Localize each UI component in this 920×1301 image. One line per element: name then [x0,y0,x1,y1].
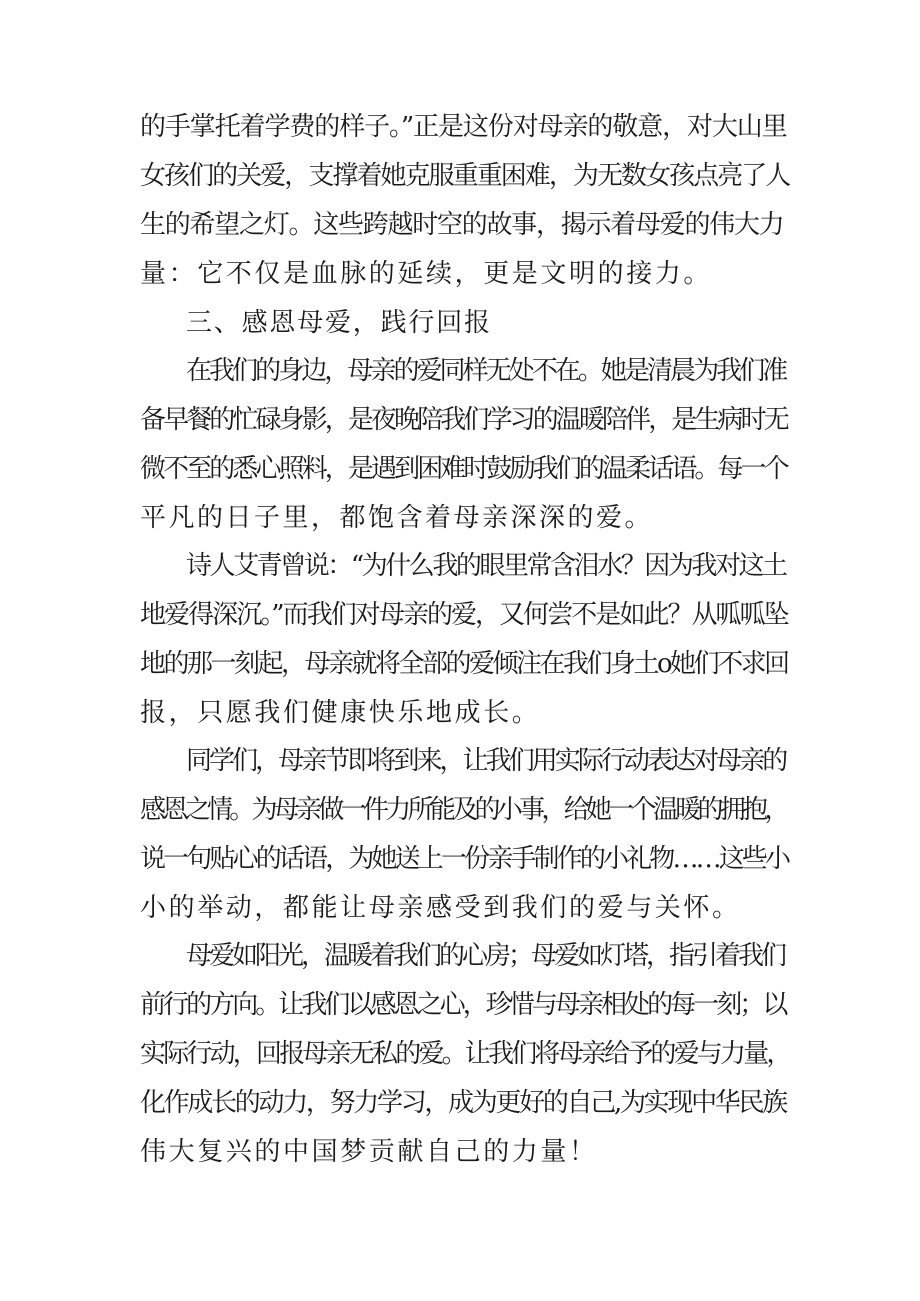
text-line: 的手掌托着学费的样子。”正是这份对母亲的敬意，对大山里 [140,112,787,142]
text-line: 生的希望之灯。这些跨越时空的故事，揭示着母爱的伟大力 [140,210,784,240]
text-line: 报，只愿我们健康快乐地成长。 [140,698,541,728]
text-line: 实际行动，回报母亲无私的爱。让我们将母亲给予的爱与力量， [140,1039,790,1069]
text-line: 微不至的悉心照料，是遇到困难时鼓励我们的温柔话语。每一个 [140,454,787,484]
text-line: 地爱得深沉。”而我们对母亲的爱，又何尝不是如此？从呱呱坠 [140,600,788,630]
text-line: 备早餐的忙碌身影，是夜晚陪我们学习的温暖陪伴，是生病时无 [140,405,787,435]
text-line: 说一句贴心的话语，为她送上一份亲手制作的小礼物……这些小 [140,844,789,874]
text-line: 在我们的身边，母亲的爱同样无处不在。她是清晨为我们准 [186,356,786,386]
text-line: 伟大复兴的中国梦贡献自己的力量！ [140,1137,598,1167]
text-line: 地的那一刻起，母亲就将全部的爱倾注在我们身土o她们不求回 [140,649,788,679]
section-heading: 三、感恩母爱，践行回报 [186,308,492,338]
text-line: 前行的方向。让我们以感恩之心，珍惜与母亲相处的每一刻；以 [140,990,786,1020]
text-line: 小的举动，都能让母亲感受到我们的爱与关怀。 [140,893,741,923]
text-line: 化作成长的动力，努力学习，成为更好的自己,为实现中华民族 [140,1088,786,1118]
text-line: 同学们，母亲节即将到来，让我们用实际行动表达对母亲的 [186,746,786,776]
text-line: 女孩们的关爱，支撑着她克服重重困难，为无数女孩点亮了人 [140,161,790,191]
text-line: 母爱如阳光，温暖着我们的心房；母爱如灯塔，指引着我们 [186,941,785,971]
text-line: 量：它不仅是血脉的延续，更是文明的接力。 [140,259,713,289]
text-line: 诗人艾青曾说：“为什么我的眼里常含泪水？因为我对这土 [186,551,786,581]
text-line: 平凡的日子里，都饱含着母亲深深的爱。 [140,503,654,533]
text-line: 感恩之情。为母亲做一件力所能及的小事，给她一个温暖的拥抱， [140,795,787,825]
